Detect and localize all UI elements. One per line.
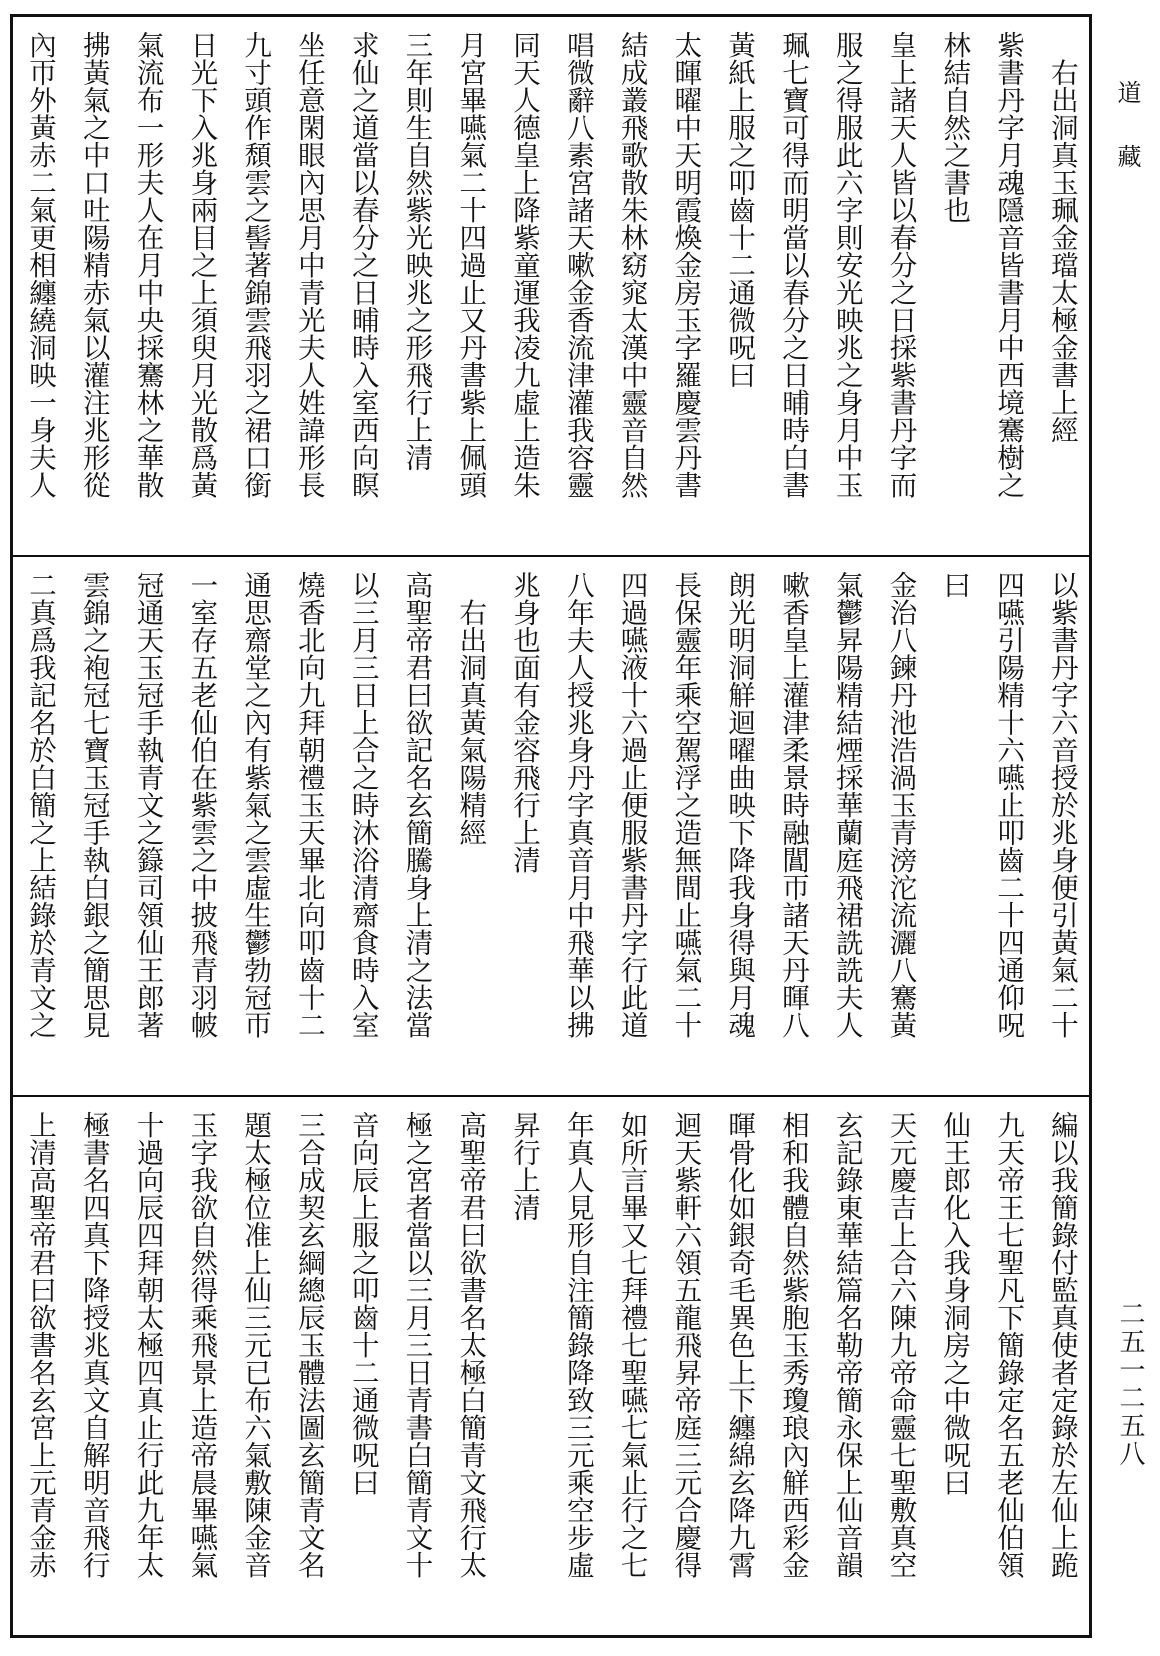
text-column: 十過向辰四拜朝太極四真止行此九年太 [131,1111,164,1579]
text-column: 相和我體自然紫胞玉秀瓊琅內觧西彩金 [776,1111,809,1579]
text-column: 皇上諸天人皆以春分之日採紫書丹字而 [884,31,917,499]
text-column: 林結自然之書也 [938,31,971,224]
text-band-top [13,17,1089,557]
text-column: 極之宮者當以三月三日青書白簡青文十 [400,1111,433,1579]
text-column: 二真爲我記名於白簡之上結錄於青文之 [24,571,56,1039]
text-column: 唱微辭八素宮諸天嗽金香流津灌我容靈 [561,31,594,499]
text-column: 同天人德皇上降紫童運我凌九虛上造朱 [508,31,541,499]
text-column: 高聖帝君曰欲書名太極白簡青文飛行太 [454,1111,487,1579]
text-column: 九寸頭作頹雲之髻著錦雲飛羽之裙口銜 [239,31,272,499]
text-band-bottom [13,1097,1089,1635]
text-column: 天元慶吉上合六陳九帝命靈七聖敷真空 [884,1111,917,1579]
text-column: 服之得服此六字則安光映兆之身月中玉 [830,31,863,499]
text-column: 氣流布一形夫人在月中央採騫林之華散 [131,31,164,499]
page-frame [10,14,1092,1638]
text-column: 坐任意閑眼內思月中青光夫人姓諱形長 [292,31,325,499]
text-column: 高聖帝君曰欲記名玄簡騰身上清之法當 [400,571,433,1039]
text-column: 四過嚥液十六過止便服紫書丹字行此道 [615,571,648,1039]
text-column: 月宮畢嚥氣二十四過止又丹書紫上佩頭 [454,31,487,499]
text-column: 昇行上清 [508,1111,541,1221]
text-column: 編以我簡錄付監真使者定錄於左仙上跪 [1045,1111,1078,1579]
text-column: 長保靈年乘空駕浮之造無間止嚥氣二十 [669,571,702,1039]
text-column: 玄記錄東華結篇名勒帝簡永保上仙音韻 [830,1111,863,1579]
text-column: 珮七寶可得而明當以春分之日晡時白書 [776,31,809,499]
text-column: 兆身也面有金容飛行上清 [508,571,541,874]
text-column: 上清高聖帝君曰欲書名玄宮上元青金赤 [24,1111,56,1579]
text-column: 四嚥引陽精十六嚥止叩齒二十四通仰呪 [992,571,1025,1039]
text-column: 右出洞真黃氣陽精經 [454,571,487,846]
text-column: 右出洞真玉珮金璫太極金書上經 [1045,31,1078,444]
text-column: 音向辰上服之叩齒十二通微呪曰 [346,1111,379,1496]
text-column: 九天帝王七聖凡下簡錄定名五老仙伯領 [992,1111,1025,1579]
text-column: 玉字我欲自然得乘飛景上造帝晨畢嚥氣 [185,1111,218,1579]
text-column: 黃紙上服之叩齒十二通微呪曰 [723,31,756,389]
text-column: 暉骨化如銀奇毛異色上下纏綿玄降九霄 [723,1111,756,1579]
text-column: 三年則生自然紫光映兆之形飛行上清 [400,31,433,471]
text-column: 通思齋堂之內有紫氣之雲虛生鬱勃冠帀 [239,571,272,1039]
text-column: 極書名四真下降授兆真文自解明音飛行 [77,1111,110,1579]
text-column: 題太極位准上仙三元已布六氣敷陳金音 [239,1111,272,1579]
text-column: 內帀外黃赤二氣更相纏繞洞映一身夫人 [24,31,56,499]
text-column: 年真人見形自注簡錄降致三元乘空步虛 [561,1111,594,1579]
collection-title: 道 藏 [1113,80,1141,176]
text-column: 八年夫人授兆身丹字真音月中飛華以拂 [561,571,594,1039]
text-column: 迴天紫軒六領五龍飛昇帝庭三元合慶得 [669,1111,702,1579]
text-column: 太暉曜中天明霞煥金房玉字羅慶雲丹書 [669,31,702,499]
text-column: 仙王郎化入我身洞房之中微呪曰 [938,1111,971,1496]
text-column: 日光下入兆身兩目之上須臾月光散爲黃 [185,31,218,499]
text-column: 冠通天玉冠手執青文之籙司領仙王郎著 [131,571,164,1039]
text-column: 如所言畢又七拜禮七聖嚥七氣止行之七 [615,1111,648,1579]
text-band-middle [13,557,1089,1097]
text-column: 曰 [938,571,971,599]
text-column: 三合成契玄綱總辰玉體法圖玄簡青文名 [292,1111,325,1579]
text-column: 求仙之道當以春分之日晡時入室西向瞑 [346,31,379,499]
text-column: 一室存五老仙伯在紫雲之中披飛青羽帔 [185,571,218,1039]
text-column: 氣鬱昇陽精結煙採華蘭庭飛裙詵詵夫人 [830,571,863,1039]
text-column: 結成叢飛歌散朱林窈窕太漢中靈音自然 [615,31,648,499]
text-column: 雲錦之袍冠七寶玉冠手執白銀之簡思見 [77,571,110,1039]
text-column: 紫書丹字月魂隱音皆書月中西境騫樹之 [992,31,1025,499]
page-number: 二五一二五八 [1115,1300,1145,1468]
text-column: 拂黃氣之中口吐陽精赤氣以灌注兆形從 [77,31,110,499]
text-column: 嗽香皇上灌津柔景時融閶帀諸天丹暉八 [776,571,809,1039]
text-column: 朗光明洞觧迴曜曲映下降我身得與月魂 [723,571,756,1039]
text-column: 以三月三日上合之時沐浴清齋食時入室 [346,571,379,1039]
text-column: 以紫書丹字六音授於兆身便引黃氣二十 [1045,571,1078,1039]
text-column: 燒香北向九拜朝禮玉天畢北向叩齒十二 [292,571,325,1039]
text-column: 金治八鍊丹池浩渦玉青滂沱流灑八騫黃 [884,571,917,1039]
